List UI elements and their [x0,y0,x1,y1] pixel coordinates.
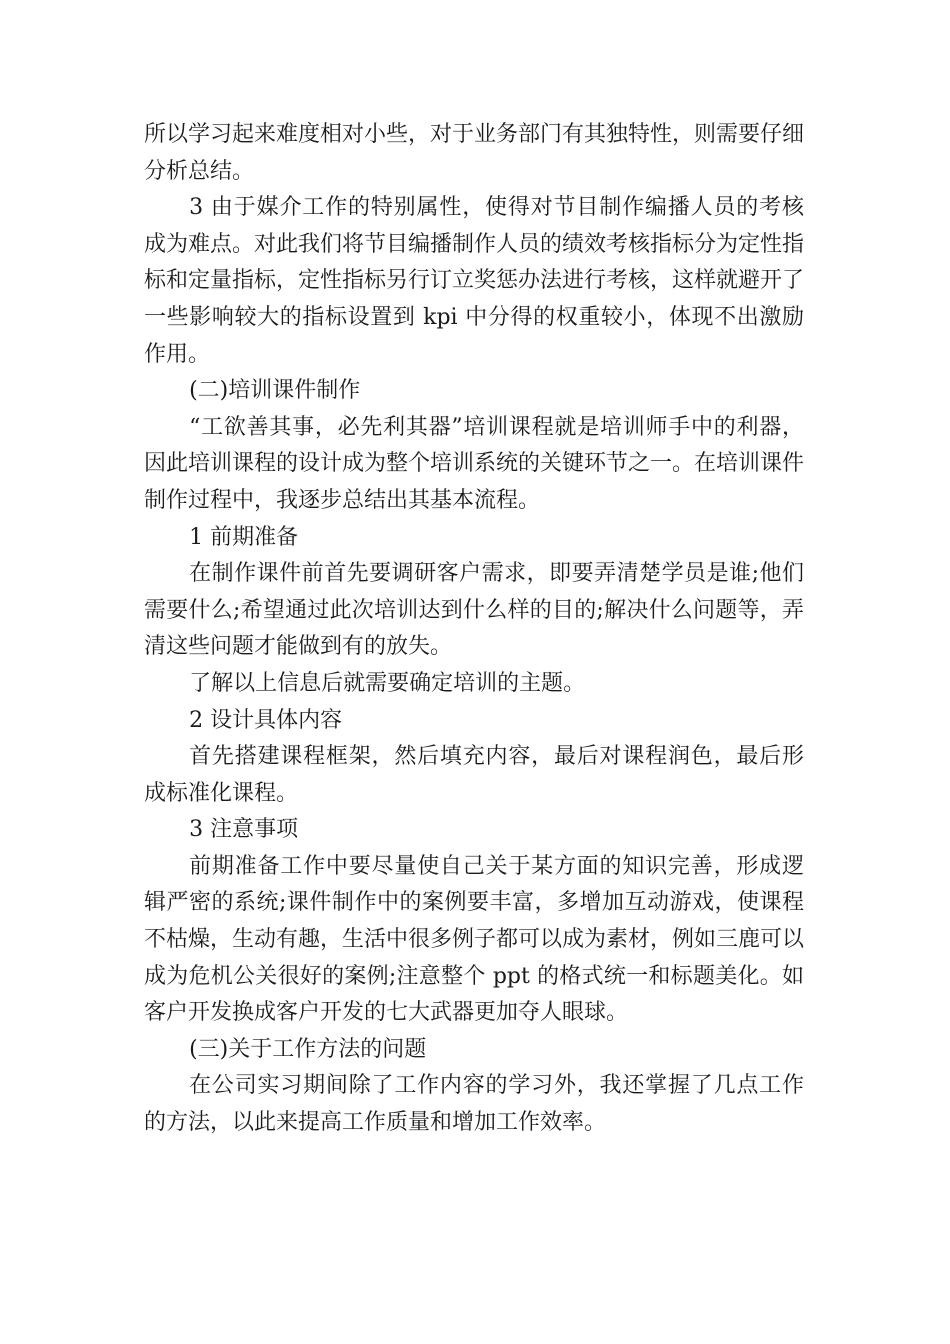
paragraph-continuation: 所以学习起来难度相对小些，对于业务部门有其独特性，则需要仔细分析总结。 [144,122,805,184]
subheading-design-content: 2 设计具体内容 [189,707,343,733]
paragraph-training-topic: 了解以上信息后就需要确定培训的主题。 [189,670,586,696]
paragraph-media-assessment: 3 由于媒介工作的特别属性，使得对节目制作编播人员的考核成为难点。对此我们将节目编播制作人员的绩效考核指标分为定性指标和定量指标，定性指标另行订立奖惩办法进行考核，这样就避开了一些影响较大的指标设置到 kpi 中分得的权重较小，体现不出激励作用。 [144,195,805,367]
paragraph-preparation: 在制作课件前首先要调研客户需求，即要弄清楚学员是谁;他们需要什么;希望通过此次培训达到什么样的目的;解决什么问题等，弄清这些问题才能做到有的放失。 [144,561,804,660]
subheading-notes: 3 注意事项 [189,817,299,843]
document-body [144,117,804,1142]
section-heading-work-methods: (三)关于工作方法的问题 [189,1036,427,1062]
subheading-preparation: 1 前期准备 [189,524,299,550]
paragraph-work-methods: 在公司实习期间除了工作内容的学习外，我还掌握了几点工作的方法，以此来提高工作质量和增加工作效率。 [144,1073,804,1136]
section-heading-training-courseware: (二)培训课件制作 [189,378,361,404]
paragraph-courseware-intro: “工欲善其事，必先利其器”培训课程就是培训师手中的利器，因此培训课程的设计成为整个培训系统的关键环节之一。在培训课件制作过程中，我逐步总结出其基本流程。 [144,414,805,513]
paragraph-notes: 前期准备工作中要尽量使自己关于某方面的知识完善，形成逻辑严密的系统;课件制作中的案例要丰富，多增加互动游戏，使课程不枯燥，生动有趣，生活中很多例子都可以成为素材，例如三鹿可以成为危机公关很好的案例;注意整个 ppt 的格式统一和标题美化。如客户开发换成客户开发的七大武器更加夺人眼球。 [144,853,805,1026]
paragraph-design-content: 首先搭建课程框架，然后填充内容，最后对课程润色，最后形成标准化课程。 [144,744,804,806]
